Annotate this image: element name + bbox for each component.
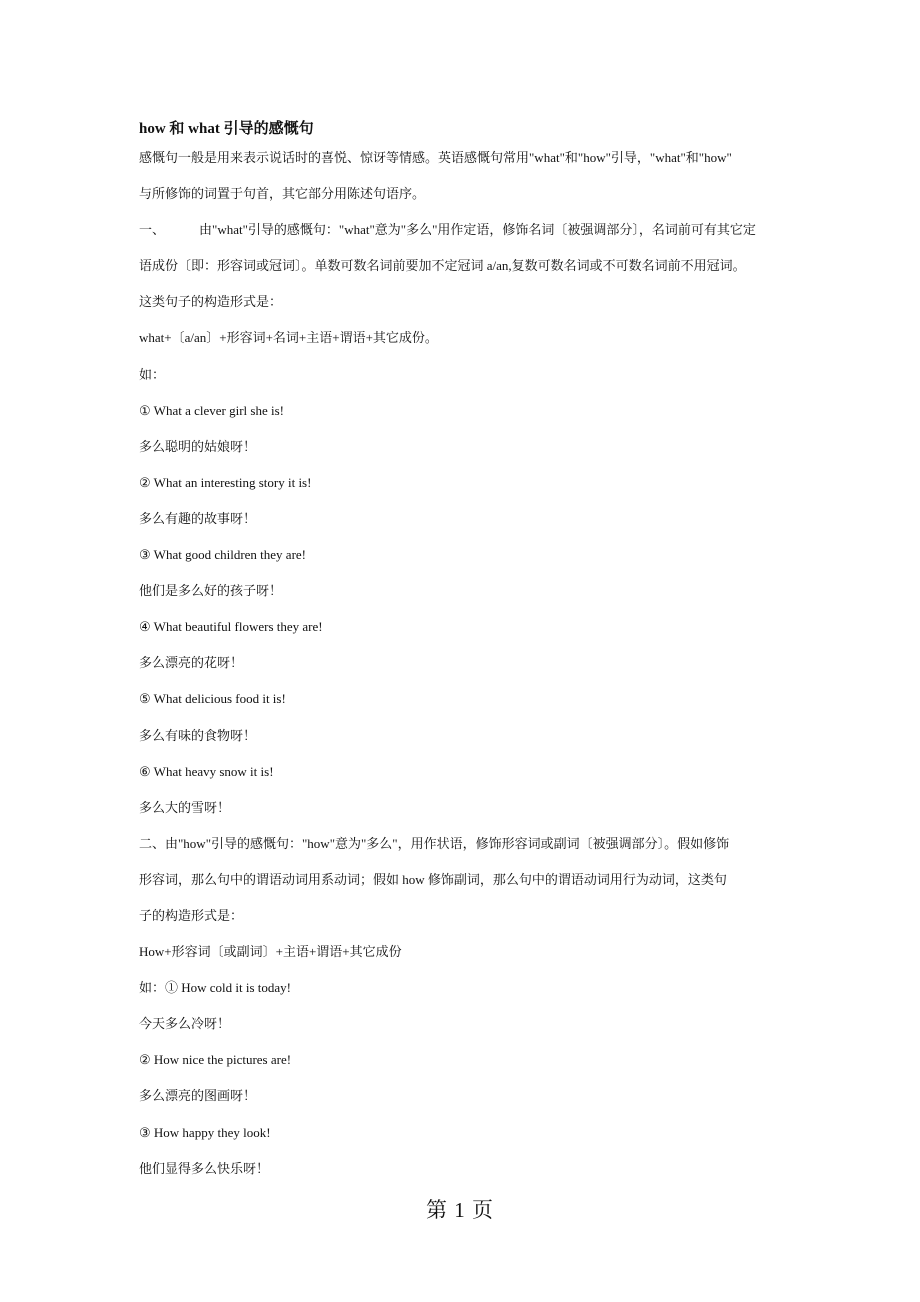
example-chinese: 他们是多么好的孩子呀！ — [139, 583, 283, 599]
example-chinese: 多么有味的食物呀！ — [139, 727, 257, 743]
section-1-line: 语成份〔即：形容词或冠词〕。单数可数名词前要加不定冠词 a/an,复数可数名词或不可数名词前不用冠词。 — [139, 258, 746, 274]
page-number: 第 1 页 — [426, 1198, 494, 1222]
example-chinese: 多么有趣的故事呀！ — [139, 510, 257, 526]
example-label: 如： — [139, 366, 166, 382]
section-2-line: 形容词，那么句中的谓语动词用系动词；假如 how 修饰副词，那么句中的谓语动词用行为动词，这类句 — [139, 871, 727, 887]
example-chinese: 他们显得多么快乐呀！ — [139, 1160, 270, 1176]
example-english: 如：① How cold it is today! — [139, 980, 292, 996]
example-english: ② What an interesting story it is! — [139, 474, 312, 490]
section-2-line: 子的构造形式是： — [139, 907, 244, 923]
example-english: ⑥ What heavy snow it is! — [139, 763, 274, 779]
document-body — [139, 148, 789, 1195]
example-chinese: 多么漂亮的图画呀！ — [139, 1088, 257, 1104]
example-english: ② How nice the pictures are! — [139, 1052, 292, 1068]
section-2-line: 二、由"how"引导的感慨句："how"意为"多么"，用作状语，修饰形容词或副词〔被强调部分〕。假如修饰 — [139, 835, 730, 851]
section-1-line: 这类句子的构造形式是： — [139, 294, 283, 310]
example-english: ③ How happy they look! — [139, 1124, 271, 1140]
intro-line: 与所修饰的词置于句首，其它部分用陈述句语序。 — [139, 186, 426, 202]
document-title: how 和 what 引导的感慨句 — [139, 121, 314, 137]
section-1-line — [139, 220, 789, 256]
example-chinese: 今天多么冷呀！ — [139, 1016, 231, 1032]
example-english: ① What a clever girl she is! — [139, 402, 284, 418]
example-english: ③ What good children they are! — [139, 547, 306, 563]
section-1-text: 由"what"引导的感慨句："what"意为"多么"用作定语，修饰名词〔被强调部分〕，名词前可有其它定 — [199, 222, 756, 238]
section-1-formula: what+〔a/an〕+形容词+名词+主语+谓语+其它成份。 — [139, 330, 438, 346]
example-english: ⑤ What delicious food it is! — [139, 691, 286, 707]
section-2-formula: How+形容词〔或副词〕+主语+谓语+其它成份 — [139, 944, 402, 960]
example-chinese: 多么大的雪呀！ — [139, 799, 231, 815]
example-chinese: 多么漂亮的花呀！ — [139, 655, 244, 671]
example-chinese: 多么聪明的姑娘呀！ — [139, 438, 257, 454]
section-1-number: 一、 — [139, 222, 166, 238]
intro-line: 感慨句一般是用来表示说话时的喜悦、惊讶等情感。英语感慨句常用"what"和"how"引导，"what"和"how" — [139, 150, 732, 165]
example-english: ④ What beautiful flowers they are! — [139, 619, 323, 635]
